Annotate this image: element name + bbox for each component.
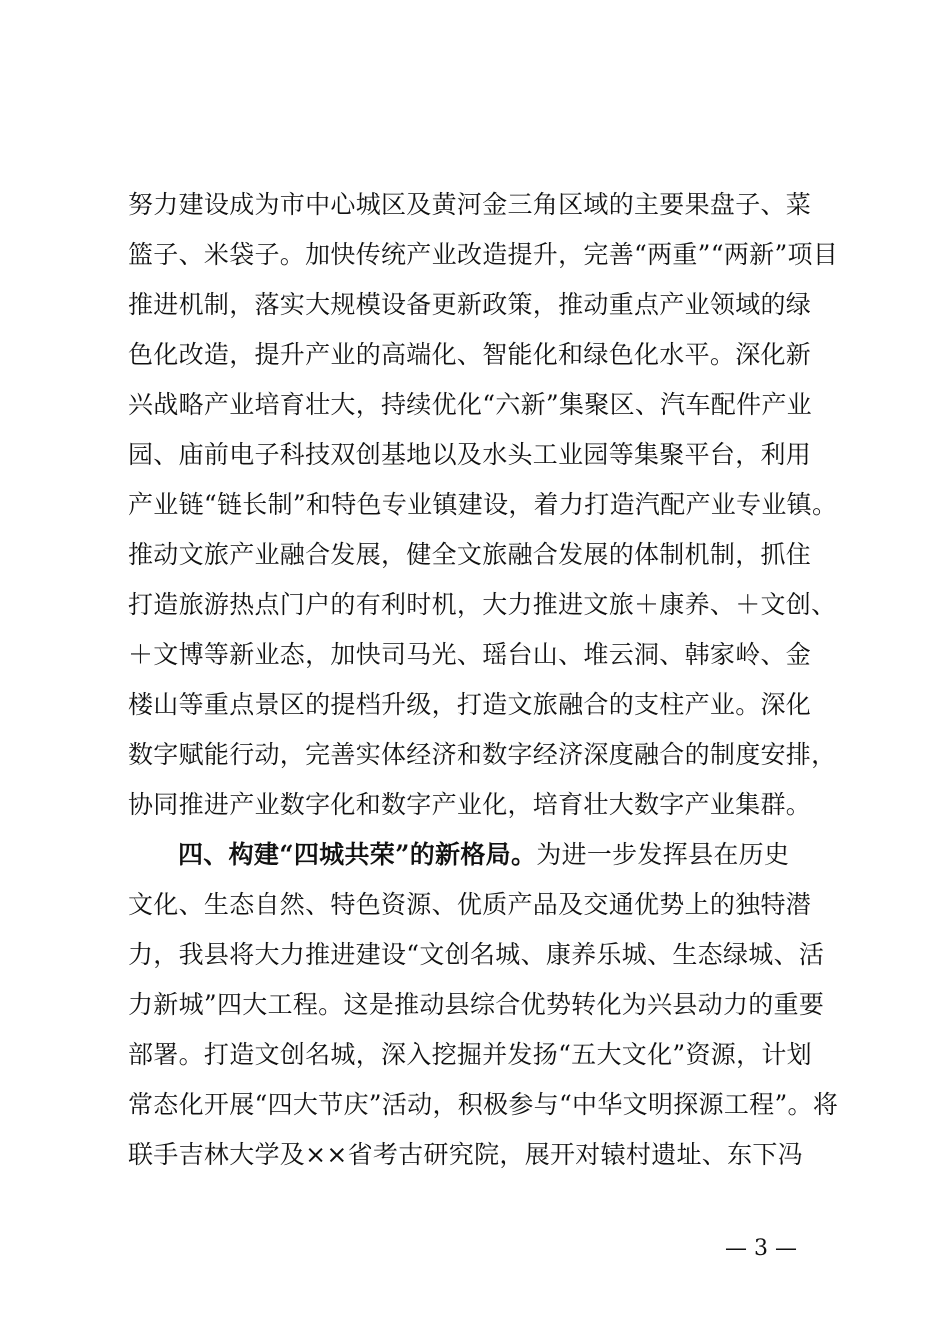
text-line: ＋文博等新业态，加快司马光、瑶台山、堆云洞、韩家岭、金 — [128, 640, 812, 669]
text-line: 园、庙前电子科技双创基地以及水头工业园等集聚平台，利用 — [128, 440, 812, 469]
text-line: 推进机制，落实大规模设备更新政策，推动重点产业领域的绿 — [128, 290, 812, 319]
section-first-line-text: 为进一步发挥县在历史 — [536, 840, 790, 869]
body-text — [128, 180, 868, 1180]
page-number: — 3 — — [725, 1236, 797, 1261]
text-line: 部署。打造文创名城，深入挖掘并发扬“五大文化”资源，计划 — [128, 1040, 812, 1069]
text-line: 色化改造，提升产业的高端化、智能化和绿色化水平。深化新 — [128, 340, 812, 369]
section-first-line — [128, 830, 868, 880]
text-line: 篮子、米袋子。加快传统产业改造提升，完善“两重”“两新”项目 — [128, 240, 839, 269]
text-line: 产业链“链长制”和特色专业镇建设，着力打造汽配产业专业镇。 — [128, 490, 838, 519]
text-line: 力新城”四大工程。这是推动县综合优势转化为兴县动力的重要 — [128, 990, 825, 1019]
text-line: 联手吉林大学及××省考古研究院，展开对辕村遗址、东下冯 — [128, 1140, 803, 1169]
text-line: 力，我县将大力推进建设“文创名城、康养乐城、生态绿城、活 — [128, 940, 825, 969]
text-line: 楼山等重点景区的提档升级，打造文旅融合的支柱产业。深化 — [128, 690, 812, 719]
text-line: 打造旅游热点门户的有利时机，大力推进文旅＋康养、＋文创、 — [128, 590, 837, 619]
text-line: 兴战略产业培育壮大，持续优化“六新”集聚区、汽车配件产业 — [128, 390, 812, 419]
text-line: 常态化开展“四大节庆”活动，积极参与“中华文明探源工程”。将 — [128, 1090, 839, 1119]
text-line: 数字赋能行动，完善实体经济和数字经济深度融合的制度安排， — [128, 740, 837, 769]
text-line: 文化、生态自然、特色资源、优质产品及交通优势上的独特潜 — [128, 890, 812, 919]
text-line: 努力建设成为市中心城区及黄河金三角区域的主要果盘子、菜 — [128, 190, 812, 219]
text-line: 协同推进产业数字化和数字产业化，培育壮大数字产业集群。 — [128, 790, 812, 819]
section-heading: 四、构建“四城共荣”的新格局。 — [178, 840, 537, 869]
text-line: 推动文旅产业融合发展，健全文旅融合发展的体制机制，抓住 — [128, 540, 812, 569]
